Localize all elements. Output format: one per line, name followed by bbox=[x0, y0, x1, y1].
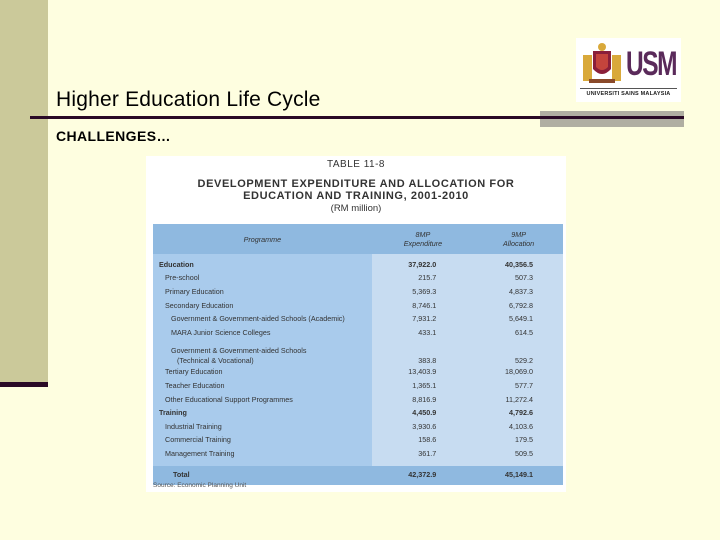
row-expenditure: 8,746.1 bbox=[372, 299, 475, 313]
row-expenditure: 8,816.9 bbox=[372, 393, 475, 407]
row-name: MARA Junior Science Colleges bbox=[153, 326, 372, 340]
usm-logo bbox=[576, 38, 681, 102]
row-name: Secondary Education bbox=[153, 299, 372, 313]
table-unit: (RM million) bbox=[330, 203, 382, 214]
row-name: Management Training bbox=[153, 447, 372, 466]
row-name: Pre-school bbox=[153, 272, 372, 286]
table-row bbox=[153, 340, 563, 366]
row-allocation: 509.5 bbox=[474, 447, 563, 466]
logo-caption: UNIVERSITI SAINS MALAYSIA bbox=[586, 91, 671, 97]
table-label: TABLE 11-8 bbox=[327, 159, 385, 170]
row-name: Commercial Training bbox=[153, 434, 372, 448]
row-allocation: 4,792.6 bbox=[474, 406, 563, 420]
slide-subtitle: CHALLENGES… bbox=[56, 128, 171, 144]
row-allocation: 179.5 bbox=[474, 434, 563, 448]
table-row bbox=[153, 393, 563, 407]
table-row bbox=[153, 447, 563, 466]
sidebar-rule bbox=[0, 382, 48, 387]
row-name: Industrial Training bbox=[153, 420, 372, 434]
row-allocation: 18,069.0 bbox=[474, 366, 563, 380]
table-row bbox=[153, 299, 563, 313]
header-expenditure bbox=[372, 224, 475, 254]
header-allocation bbox=[474, 224, 563, 254]
total-expenditure: 42,372.9 bbox=[372, 466, 475, 485]
table-image bbox=[146, 156, 566, 492]
row-allocation: 5,649.1 bbox=[474, 312, 563, 326]
row-allocation: 4,837.3 bbox=[474, 285, 563, 299]
table-row bbox=[153, 434, 563, 448]
sidebar-stripe bbox=[0, 0, 48, 382]
row-name-line1: Government & Government-aided Schools bbox=[171, 345, 307, 355]
table-title bbox=[146, 178, 566, 202]
row-allocation: 614.5 bbox=[474, 326, 563, 340]
row-name: Teacher Education bbox=[153, 379, 372, 393]
row-name bbox=[153, 340, 372, 366]
header-allocation-line2: Allocation bbox=[503, 239, 535, 248]
table-row bbox=[153, 366, 563, 380]
header-programme: Programme bbox=[153, 224, 372, 254]
table-row bbox=[153, 326, 563, 340]
row-expenditure: 13,403.9 bbox=[372, 366, 475, 380]
row-expenditure: 1,365.1 bbox=[372, 379, 475, 393]
accent-bar bbox=[540, 111, 684, 127]
row-expenditure: 433.1 bbox=[372, 326, 475, 340]
university-crest-icon bbox=[583, 41, 621, 85]
row-name: Training bbox=[153, 406, 372, 420]
total-name: Total bbox=[153, 466, 372, 485]
table-source: Source: Economic Planning Unit bbox=[153, 482, 247, 489]
row-allocation: 4,103.6 bbox=[474, 420, 563, 434]
row-expenditure: 215.7 bbox=[372, 272, 475, 286]
row-name: Other Educational Support Programmes bbox=[153, 393, 372, 407]
row-name-line2: (Technical & Vocational) bbox=[177, 355, 254, 365]
total-allocation: 45,149.1 bbox=[474, 466, 563, 485]
row-name: Education bbox=[153, 254, 372, 272]
table-title-line1: DEVELOPMENT EXPENDITURE AND ALLOCATION FOR bbox=[197, 178, 515, 190]
table-row bbox=[153, 285, 563, 299]
row-expenditure: 361.7 bbox=[372, 447, 475, 466]
row-allocation: 529.2 bbox=[474, 340, 563, 366]
slide-title: Higher Education Life Cycle bbox=[56, 88, 321, 111]
row-allocation: 6,792.8 bbox=[474, 299, 563, 313]
row-expenditure: 7,931.2 bbox=[372, 312, 475, 326]
row-expenditure: 158.6 bbox=[372, 434, 475, 448]
table-title-line2: EDUCATION AND TRAINING, 2001-2010 bbox=[243, 190, 469, 202]
row-name: Tertiary Education bbox=[153, 366, 372, 380]
logo-letters: USM bbox=[626, 45, 677, 83]
table-row bbox=[153, 379, 563, 393]
table-row bbox=[153, 254, 563, 272]
row-allocation: 507.3 bbox=[474, 272, 563, 286]
row-expenditure: 383.8 bbox=[372, 340, 475, 366]
title-rule-accent bbox=[540, 116, 684, 119]
expenditure-table bbox=[153, 224, 563, 485]
row-expenditure: 37,922.0 bbox=[372, 254, 475, 272]
row-name: Government & Government-aided Schools (Academic) bbox=[153, 312, 372, 326]
row-expenditure: 3,930.6 bbox=[372, 420, 475, 434]
table-row bbox=[153, 272, 563, 286]
header-expenditure-line1: 8MP bbox=[415, 230, 431, 239]
row-allocation: 577.7 bbox=[474, 379, 563, 393]
row-allocation: 11,272.4 bbox=[474, 393, 563, 407]
table-row bbox=[153, 312, 563, 326]
header-expenditure-line2: Expenditure bbox=[403, 239, 443, 248]
row-name: Primary Education bbox=[153, 285, 372, 299]
logo-rule bbox=[580, 88, 677, 89]
table-row bbox=[153, 420, 563, 434]
header-allocation-line1: 9MP bbox=[511, 230, 526, 239]
table-row bbox=[153, 406, 563, 420]
row-allocation: 40,356.5 bbox=[474, 254, 563, 272]
row-expenditure: 4,450.9 bbox=[372, 406, 475, 420]
row-expenditure: 5,369.3 bbox=[372, 285, 475, 299]
